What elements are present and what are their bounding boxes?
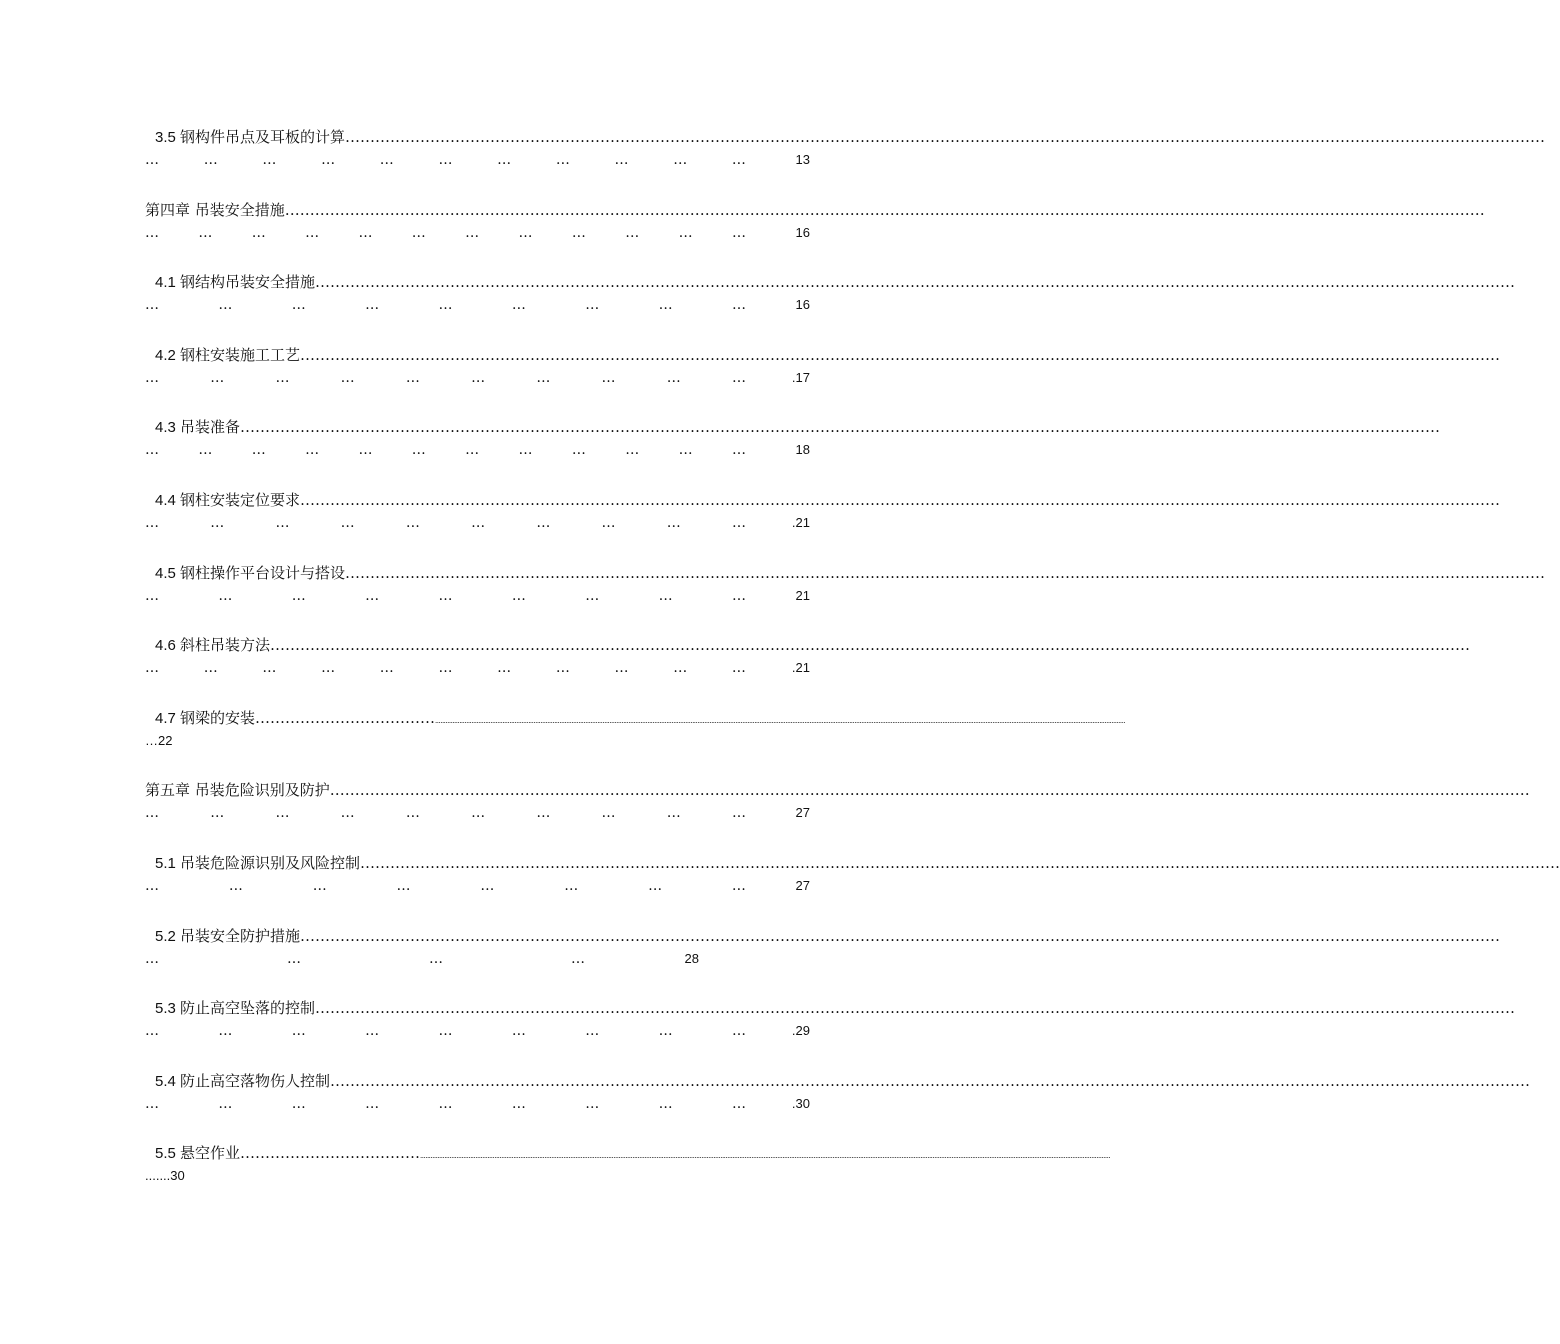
dot-leader-spread: … … … … … … … … xyxy=(145,878,746,894)
dot-leader-spread: … … … … … … … … … xyxy=(145,297,746,313)
toc-entry-continuation xyxy=(145,947,810,971)
toc-page-number: 16 xyxy=(795,225,810,240)
toc-page-number: 13 xyxy=(795,152,810,167)
toc-entry-continuation xyxy=(145,1092,810,1116)
toc-section-number: 4.2 xyxy=(155,347,181,364)
toc-section-number: 4.3 xyxy=(155,419,181,436)
dot-leader: …………………………………………………………………………………………………………………………………………………………………………………………………………………… xyxy=(300,491,1501,509)
toc-entry-heading xyxy=(145,562,1546,584)
toc-entry-heading xyxy=(145,489,1501,511)
toc-entry-heading xyxy=(145,1070,1531,1092)
toc-entry-continuation xyxy=(145,148,810,172)
dot-leader: …………………………………………………………………………………………………………………………………………………………………………………………………………………… xyxy=(284,201,1485,219)
toc-title: 钢柱安装施工工艺 xyxy=(180,346,301,364)
toc-entry-continuation xyxy=(145,801,810,825)
toc-section-number: 4.7 xyxy=(155,710,181,727)
dot-leader: …………………………………………………………………………………………………………………………………………………………………………………………………………………… xyxy=(330,1072,1531,1090)
dot-leader-spread: … … … … xyxy=(145,951,585,967)
toc-entry-continuation xyxy=(145,1164,810,1188)
toc-entry[interactable] xyxy=(145,126,1546,186)
toc-entry[interactable] xyxy=(145,416,1441,476)
dot-leader: …………………………………………………………………………………………………………………………………………………………………………………………………………………… xyxy=(360,854,1560,872)
dot-leader-spread: … … … … … … … … … … … xyxy=(145,660,746,676)
toc-page-number: .29 xyxy=(791,1023,810,1038)
toc-title: 斜柱吊装方法 xyxy=(180,636,271,654)
toc-entry-heading xyxy=(145,1142,1111,1164)
toc-entry-continuation xyxy=(145,438,810,462)
toc-entry-heading xyxy=(145,852,1560,874)
toc-entry-continuation xyxy=(145,874,810,898)
dot-leader: …………………………………………………………………………………………………………………………………………………………………………………………………………………… xyxy=(315,273,1516,291)
toc-entry[interactable] xyxy=(145,779,1530,839)
toc-page-number: .......30 xyxy=(145,1168,185,1183)
toc-section-number: 4.4 xyxy=(155,492,181,509)
toc-title: 钢柱操作平台设计与搭设 xyxy=(180,564,346,582)
dot-leader-spread: … … … … … … … … … … … … xyxy=(145,225,746,241)
dot-leader: …………………………………………………………………………………………………………………………………………………………………………………………………………………… xyxy=(315,999,1516,1017)
dot-leader: ……………………………… xyxy=(255,709,436,727)
dot-leader: …………………………………………………………………………………………………………………………………………………………………………………………………………………… xyxy=(270,636,1471,654)
toc-title: 钢构件吊点及耳板的计算 xyxy=(180,128,346,146)
dot-leader: …………………………………………………………………………………………………………………………………………………………………………………………………………………… xyxy=(300,927,1501,945)
dot-leader: ……………………………… xyxy=(240,1144,421,1162)
toc-section-number: 5.3 xyxy=(155,1000,181,1017)
toc-entry-heading xyxy=(145,707,1126,729)
toc-page-number: .21 xyxy=(791,660,810,675)
toc-title: 钢柱安装定位要求 xyxy=(180,491,301,509)
toc-section-number: 5.1 xyxy=(155,855,181,872)
dot-leader: …………………………………………………………………………………………………………………………………………………………………………………………………………………… xyxy=(345,564,1546,582)
toc-entry-heading xyxy=(145,925,1501,947)
toc-page-number: .17 xyxy=(791,370,810,385)
toc-title: 钢梁的安装 xyxy=(180,709,256,727)
toc-entry-heading xyxy=(145,779,1530,801)
toc-entry-heading xyxy=(145,997,1516,1019)
toc-section-number: 5.4 xyxy=(155,1073,181,1090)
toc-entry[interactable] xyxy=(145,707,1126,767)
toc-entry-heading xyxy=(145,344,1501,366)
toc-entry[interactable] xyxy=(145,1142,1111,1202)
toc-page-number: .30 xyxy=(791,1096,810,1111)
toc-page-number: .21 xyxy=(791,515,810,530)
toc-entry[interactable] xyxy=(145,344,1501,404)
toc-entry-heading xyxy=(145,126,1546,148)
toc-page-number: 27 xyxy=(795,805,810,820)
dot-leader-spread: … … … … … … … … … xyxy=(145,1023,746,1039)
toc-page-number: 21 xyxy=(795,588,810,603)
dot-leader: …………………………………………………………………………………………………………………………………………………………………………………………………………………… xyxy=(300,346,1501,364)
toc-title: 悬空作业 xyxy=(180,1144,241,1162)
toc-entry-continuation xyxy=(145,656,810,680)
toc-entry-heading xyxy=(145,271,1516,293)
dot-leader-spread: … … … … … … … … … … … xyxy=(145,152,746,168)
toc-title: 吊装安全防护措施 xyxy=(180,927,301,945)
toc-entry-continuation xyxy=(145,293,810,317)
toc-entry[interactable] xyxy=(145,489,1501,549)
toc-page-number: 28 xyxy=(684,951,699,966)
dot-leader: …………………………………………………………………………………………………………………………………………………………………………………………………………………… xyxy=(345,128,1546,146)
toc-entry[interactable] xyxy=(145,925,1501,985)
dot-leader-spread: … … … … … … … … … … xyxy=(145,805,746,821)
toc-section-number: 4.1 xyxy=(155,274,181,291)
toc-page-number: 16 xyxy=(795,297,810,312)
dot-leader-spread: … … … … … … … … … … xyxy=(145,515,746,531)
toc-entry-heading xyxy=(145,634,1471,656)
toc-entry-continuation xyxy=(145,366,810,390)
toc-section-number: 5.5 xyxy=(155,1145,181,1162)
toc-entry-continuation xyxy=(145,221,810,245)
toc-entry-continuation xyxy=(145,584,810,608)
toc-entry[interactable] xyxy=(145,852,1560,912)
toc-entry-continuation xyxy=(145,1019,810,1043)
toc-title: 第五章 吊装危险识别及防护 xyxy=(145,781,330,799)
dot-leader-spread: … … … … … … … … … … xyxy=(145,370,746,386)
toc-section-number: 5.2 xyxy=(155,928,181,945)
toc-entry[interactable] xyxy=(145,199,1485,259)
toc-section-number: 4.5 xyxy=(155,565,181,582)
toc-title: 吊装危险源识别及风险控制 xyxy=(180,854,361,872)
toc-entry[interactable] xyxy=(145,562,1546,622)
toc-title: 钢结构吊装安全措施 xyxy=(180,273,316,291)
toc-entry-continuation xyxy=(145,511,810,535)
dot-leader: …………………………………………………………………………………………………………………………………………………………………………………………………………………… xyxy=(240,418,1441,436)
toc-title: 防止高空坠落的控制 xyxy=(180,999,316,1017)
toc-page-number: 18 xyxy=(795,442,810,457)
toc-title: 吊装准备 xyxy=(180,418,241,436)
toc-entry-heading xyxy=(145,416,1441,438)
dot-leader: …………………………………………………………………………………………………………………………………………………………………………………………………………………… xyxy=(329,781,1530,799)
toc-section-number: 4.6 xyxy=(155,637,181,654)
toc-page-number: 27 xyxy=(795,878,810,893)
dot-leader-spread: … … … … … … … … … xyxy=(145,588,746,604)
toc-entry[interactable] xyxy=(145,997,1516,1057)
toc-entry[interactable] xyxy=(145,1070,1531,1130)
dot-leader-spread: … … … … … … … … … … … … xyxy=(145,442,746,458)
dot-leader-fine: ................................................................................................................................................................................................................................................................................................................................................................................................................ xyxy=(420,1152,1111,1160)
dot-leader-spread: … … … … … … … … … xyxy=(145,1096,746,1112)
toc-title: 第四章 吊装安全措施 xyxy=(145,201,285,219)
dot-leader-fine: ................................................................................................................................................................................................................................................................................................................................................................................................................ xyxy=(435,717,1126,725)
toc-entry-heading xyxy=(145,199,1485,221)
toc-entry-continuation xyxy=(145,729,810,753)
toc-page-number: …22 xyxy=(145,733,173,748)
toc-entry[interactable] xyxy=(145,634,1471,694)
toc-section-number: 3.5 xyxy=(155,129,181,146)
toc-entry[interactable] xyxy=(145,271,1516,331)
toc-title: 防止高空落物伤人控制 xyxy=(180,1072,331,1090)
